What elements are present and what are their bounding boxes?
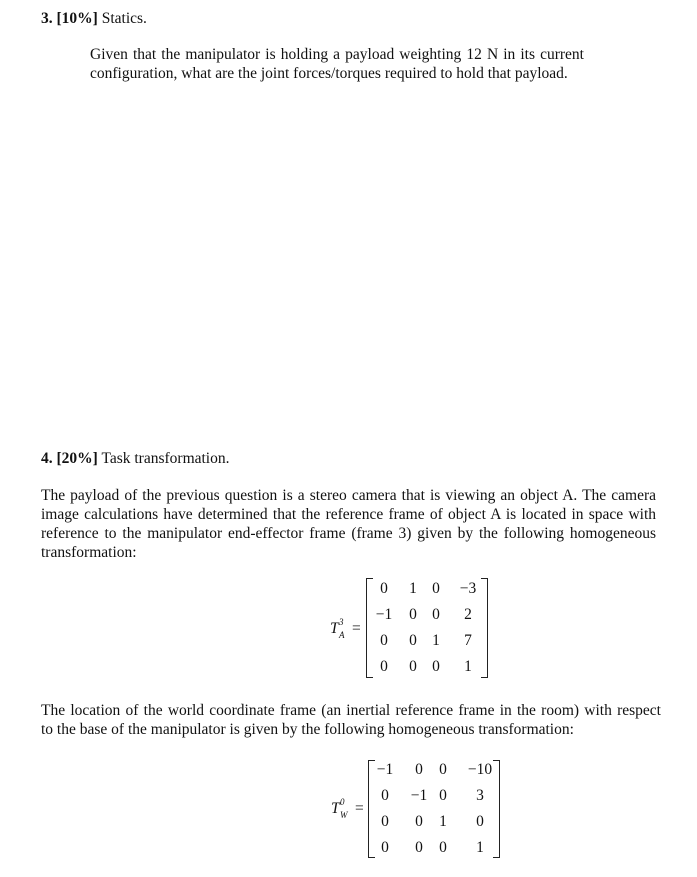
question-4-heading [41,450,230,468]
text-line: Given that the manipulator is holding a payload weighting 12 N in its current [90,46,584,63]
matrix-cell: 0 [415,813,423,830]
matrix-cell: 0 [432,580,440,597]
question-3-title: Statics. [101,10,147,27]
matrix-cell: 0 [380,632,388,649]
matrix-superscript: 0 [340,797,345,807]
question-3-text [90,45,584,83]
matrix-cell: 0 [439,761,447,778]
equals-sign: = [355,800,364,817]
matrix-cell: 1 [464,658,472,675]
question-4-title: Task transformation. [101,450,230,467]
matrix-cell: −1 [376,761,394,778]
matrix-cell: 0 [476,813,484,830]
matrix-cell: 0 [415,761,423,778]
text-line: The location of the world coordinate frame (an inertial reference frame in the room) with respect [41,702,661,719]
matrix-cell: 1 [409,580,417,597]
matrix-2-label [331,797,364,820]
matrix-cell: 0 [380,580,388,597]
matrix-cell: 0 [432,606,440,623]
matrix-cell: −1 [375,606,393,623]
matrix-1 [366,578,488,678]
question-4-paragraph-1 [41,486,656,562]
text-line: transformation: [41,544,137,561]
matrix-2 [368,760,500,858]
matrix-cell: 0 [415,839,423,856]
matrix-cell: 0 [432,658,440,675]
text-line: reference to the manipulator end-effector frame (frame 3) given by the following homogeneous [41,525,656,542]
matrix-1-label [330,617,361,640]
matrix-subscript: W [340,810,348,820]
equals-sign: = [352,620,361,637]
matrix-cell: 0 [381,787,389,804]
matrix-symbol: T [331,800,340,817]
matrix-cell: 0 [439,787,447,804]
text-line: configuration, what are the joint forces/torques required to hold that payload. [90,65,568,82]
matrix-cell: 0 [380,658,388,675]
matrix-cell: 7 [464,632,472,649]
matrix-cell: −1 [410,787,428,804]
matrix-cell: 0 [381,839,389,856]
question-4-paragraph-2 [41,701,661,739]
matrix-cell: 0 [439,839,447,856]
question-3-heading [41,10,147,28]
matrix-cell: 0 [409,632,417,649]
matrix-superscript: 3 [339,617,344,627]
matrix-cell: 1 [432,632,440,649]
text-line: image calculations have determined that the reference frame of object A is located in space with [41,506,656,523]
matrix-cell: 1 [476,839,484,856]
matrix-cell: 2 [464,606,472,623]
matrix-cell: 1 [439,813,447,830]
matrix-subscript: A [339,630,345,640]
question-4-number: 4. [20%] [41,450,98,467]
matrix-symbol: T [330,620,339,637]
matrix-cell: 0 [409,658,417,675]
matrix-cell: 0 [409,606,417,623]
question-3-number: 3. [10%] [41,10,98,27]
matrix-cell: −10 [467,761,493,778]
matrix-cell: 3 [476,787,484,804]
matrix-cell: −3 [459,580,477,597]
matrix-cell: 0 [381,813,389,830]
text-line: The payload of the previous question is a stereo camera that is viewing an object A. The camera [41,487,656,504]
text-line: to the base of the manipulator is given by the following homogeneous transformation: [41,721,574,738]
